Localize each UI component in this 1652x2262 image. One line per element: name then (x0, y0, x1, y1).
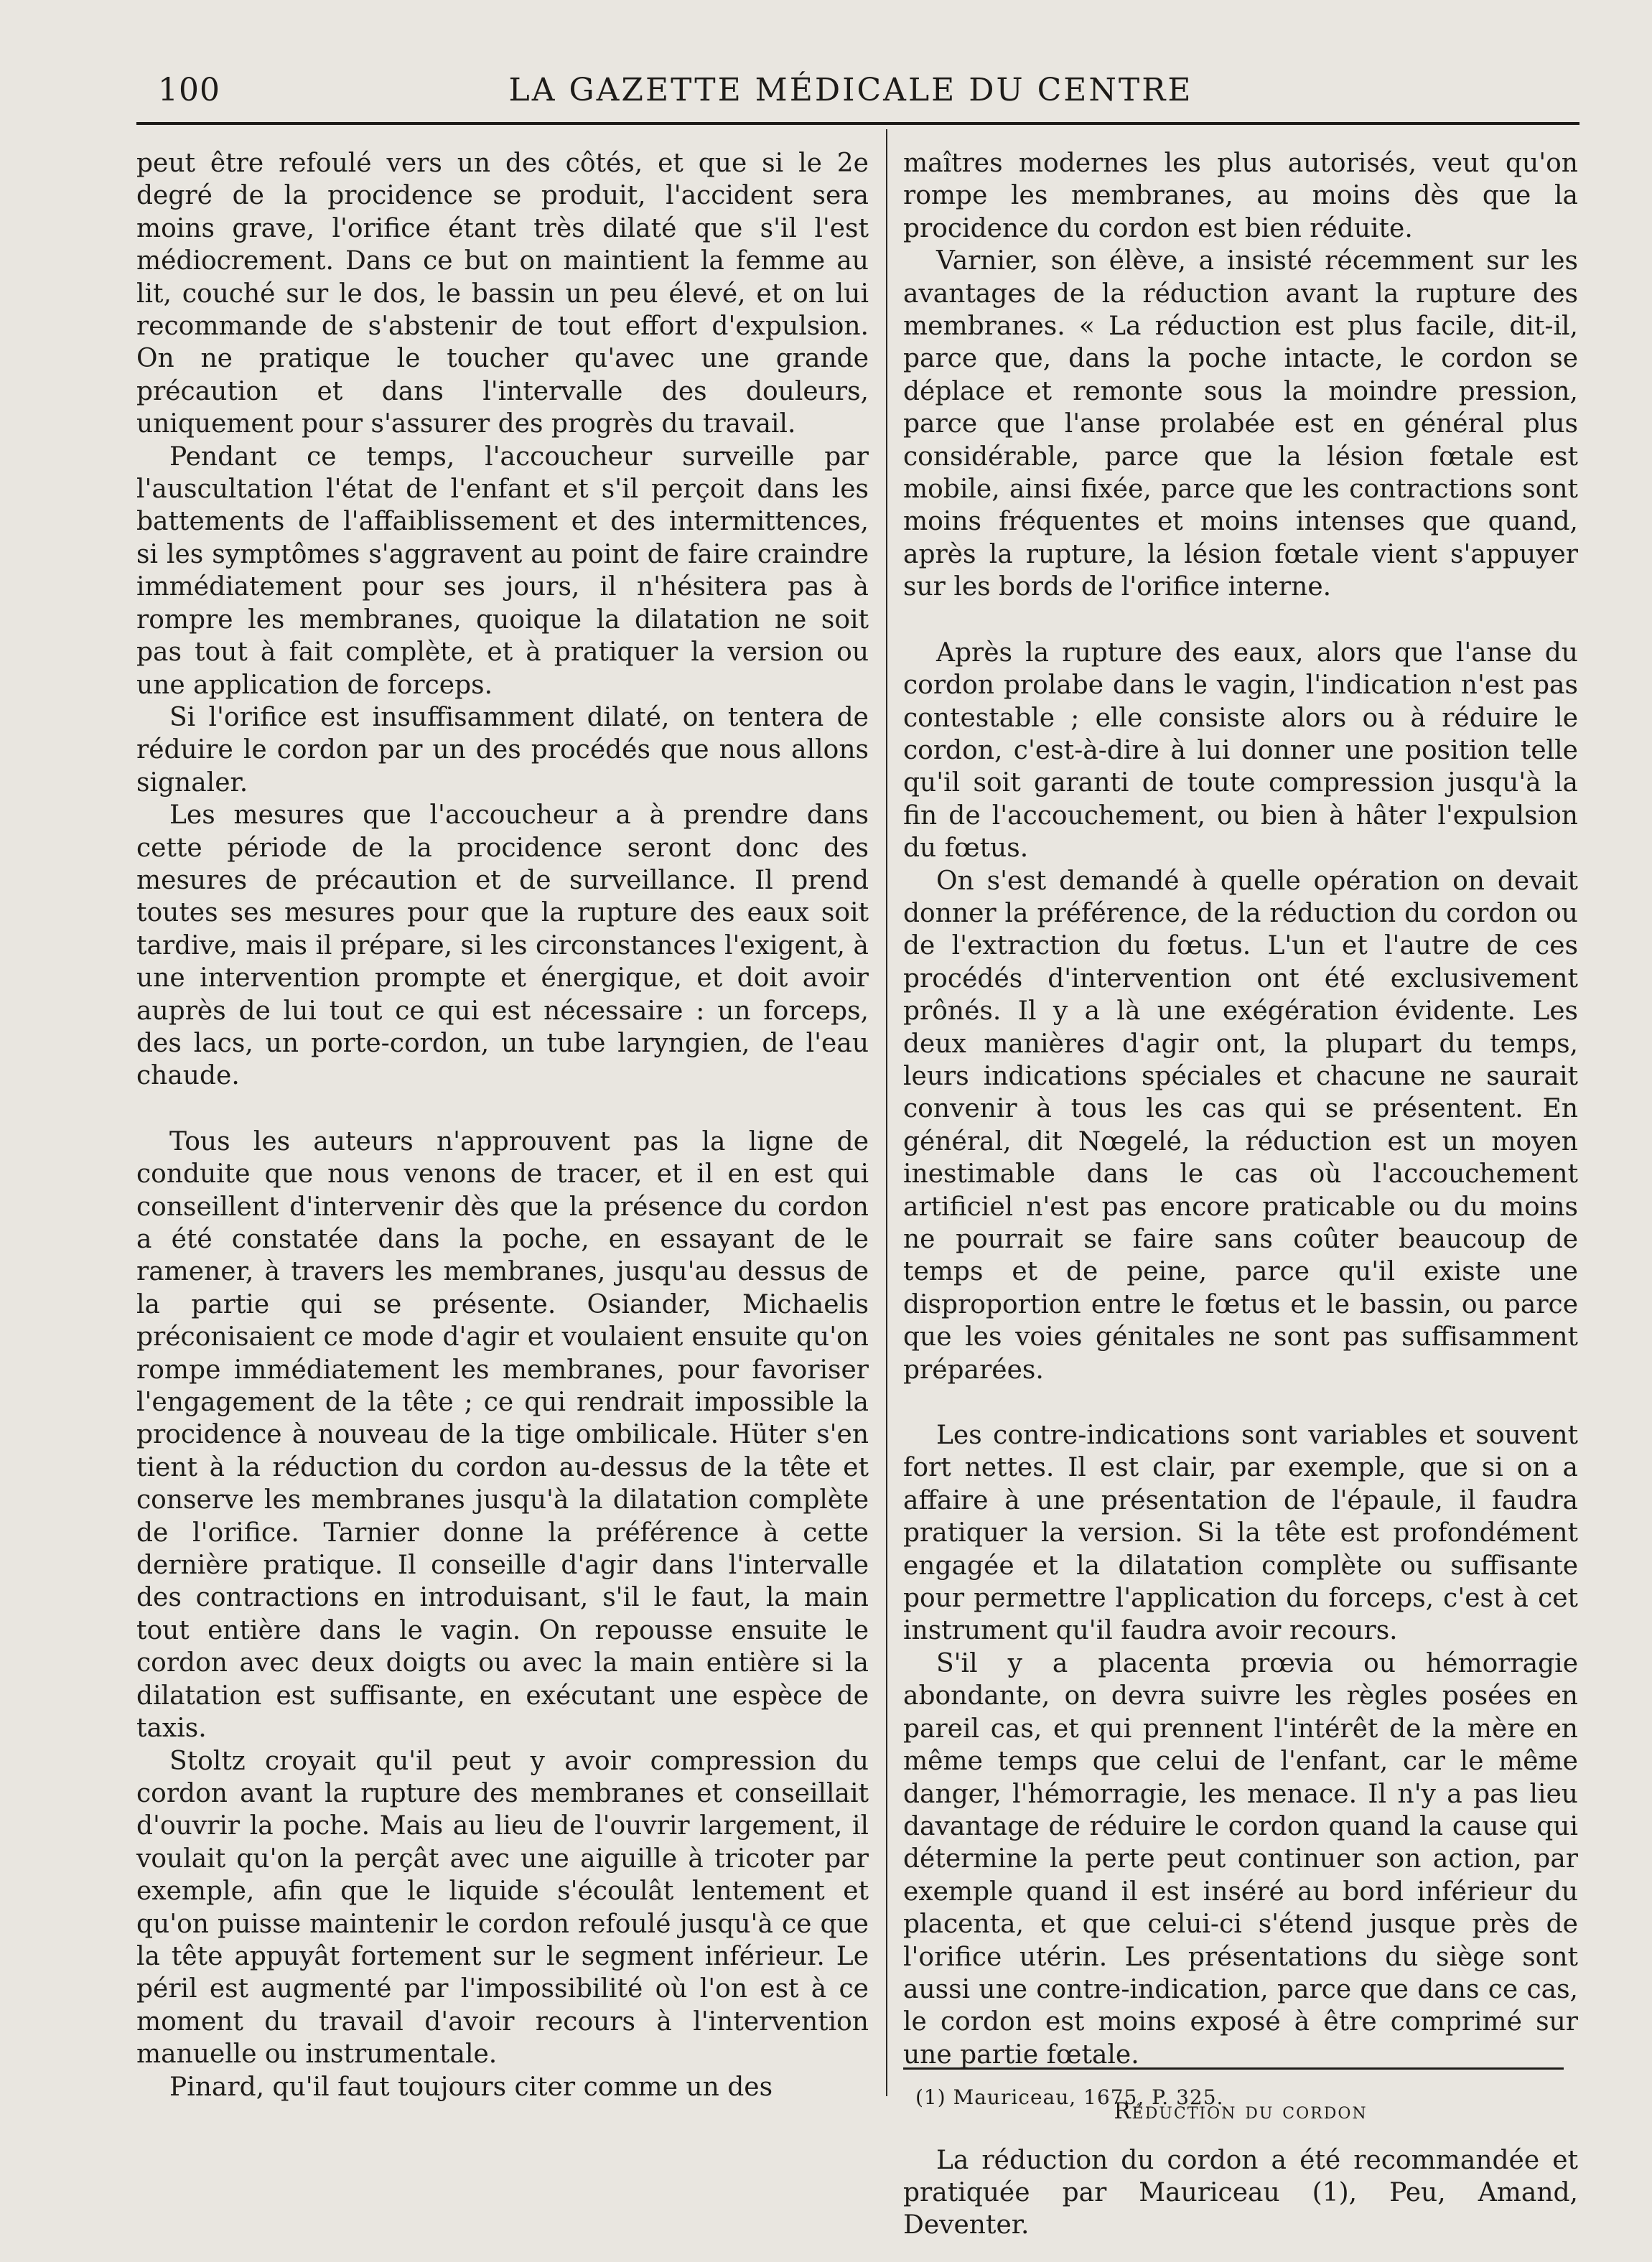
page-header (136, 72, 1565, 115)
paragraph: Tous les auteurs n'approuvent pas la ligne de conduite que nous venons de tracer, et il en est qui conseillent d'intervenir dès que la présence du cordon a été constatée dans la poche, en essayant de le ramener, à travers les membranes, jusqu'au dessus de la partie qui se présente. Osiander, Michaelis préconisaient ce mode d'agir et voulaient ensuite qu'on rompe immédiatement les membranes, pour favoriser l'engagement de la tête ; ce qui rendrait impossible la procidence à nouveau de la tige ombilicale. Hüter s'en tient à la réduction du cordon au-dessus de la tête et conserve les membranes jusqu'à la dilatation complète de l'orifice. Tarnier donne la préférence à cette dernière pratique. Il conseille d'agir dans l'intervalle des contractions en introduisant, s'il le faut, la main tout entière dans le vagin. On repousse ensuite le cordon avec deux doigts ou avec la main entière si la dilatation est suffisante, en exécutant une espèce de taxis. (136, 1126, 869, 1744)
journal-title: LA GAZETTE MÉDICALE DU CENTRE (508, 72, 1193, 108)
paragraph: peut être refoulé vers un des côtés, et que si le 2e degré de la procidence se produit, l'accident sera moins grave, l'orifice étant très dilaté que s'il l'est médiocrement. Dans ce but on maintient la femme au lit, couché sur le dos, le bassin un peu élevé, et on lui recommande de s'abstenir de tout effort d'expulsion. On ne pratique le toucher qu'avec une grande précaution et dans l'intervalle des douleurs, uniquement pour s'assurer des progrès du travail. (136, 149, 869, 439)
paragraph: Varnier, son élève, a insisté récemment sur les avantages de la réduction avant la rupture des membranes. « La réduction est plus facile, dit-il, parce que, dans la poche intacte, le cordon se déplace et remonte sous la moindre pression, parce que l'anse prolabée est en général plus considérable, parce que la lésion fœtale est mobile, ainsi fixée, parce que les contractions sont moins fréquentes et moins intenses que quand, après la rupture, la lésion fœtale vient s'appuyer sur les bords de l'orifice interne. (903, 246, 1578, 602)
paragraph: Pendant ce temps, l'accoucheur surveille par l'auscultation l'état de l'enfant et s'il perçoit dans les battements de l'affaiblissement et des intermittences, si les symptômes s'aggravent au point de faire craindre immédiatement pour ses jours, il n'hésitera pas à rompre les membranes, quoique la dilatation ne soit pas tout à fait complète, et à pratiquer la version ou une application de forceps. (136, 441, 869, 700)
paragraph: S'il y a placenta prœvia ou hémorragie abondante, on devra suivre les règles posées en pareil cas, et qui prennent l'intérêt de la mère en même temps que celui de l'enfant, car le même danger, l'hémorragie, les menace. Il n'y a pas lieu davantage de réduire le cordon quand la cause qui détermine la perte peut continuer son action, par exemple quand il est inséré au bord inférieur du placenta, et que celui-ci s'étend jusque près de l'orifice utérin. Les présentations du siège sont aussi une contre-indication, parce que dans ce cas, le cordon est moins exposé à être comprimé sur une partie fœtale. (903, 1648, 1578, 2070)
right-column (903, 147, 1578, 2242)
paragraph: Les mesures que l'accoucheur a à prendre dans cette période de la procidence seront donc des mesures de précaution et de surveillance. Il prend toutes ses mesures pour que la rupture des eaux soit tardive, mais il prépare, si les circonstances l'exigent, à une intervention prompte et énergique, et doit avoir auprès de lui tout ce qui est nécessaire : un forceps, des lacs, un porte-cordon, un tube laryngien, de l'eau chaude. (136, 800, 869, 1091)
paragraph: Après la rupture des eaux, alors que l'anse du cordon prolabe dans le vagin, l'indication n'est pas contestable ; elle consiste alors ou à réduire le cordon, c'est-à-dire à lui donner une position telle qu'il soit garanti de toute compression jusqu'à la fin de l'accouchement, ou bien à hâter l'expulsion du fœtus. (903, 637, 1578, 864)
paragraph: La réduction du cordon a été recommandée et pratiquée par Mauriceau (1), Peu, Amand, Deventer. (903, 2145, 1578, 2240)
left-column (136, 147, 869, 2103)
paragraph: maîtres modernes les plus autorisés, veut qu'on rompe les membranes, au moins dès que la procidence du cordon est bien réduite. (903, 149, 1578, 243)
paragraph: Les contre-indications sont variables et souvent fort nettes. Il est clair, par exemple, que si on a affaire à une présentation de l'épaule, il faudra pratiquer la version. Si la tête est profondément engagée et la dilatation complète ou suffisante pour permettre l'application du forceps, c'est à cet instrument qu'il faudra avoir recours. (903, 1421, 1578, 1646)
section-heading: Réduction du cordon (1114, 2098, 1368, 2125)
footnote: (1) Mauriceau, 1675, P. 325. (915, 2085, 1224, 2109)
header-rule (136, 122, 1579, 125)
paragraph-gap (136, 1093, 869, 1126)
footnote-rule (903, 2067, 1564, 2070)
paragraph: On s'est demandé à quelle opération on devait donner la préférence, de la réduction du cordon ou de l'extraction du fœtus. L'un et l'autre de ces procédés d'intervention ont été exclusivement prônés. Il y a là une exégération évidente. Les deux manières d'agir ont, la plupart du temps, leurs indications spéciales et chacune ne saurait convenir à tous les cas qui se présentent. En général, dit Nœgelé, la réduction est un moyen inestimable dans le cas où l'accouchement artificiel n'est pas encore praticable ou du moins ne pourrait se faire sans coûter beaucoup de temps et de peine, parce qu'il existe une disproportion entre le fœtus et le bassin, ou parce que les voies génitales ne sont pas suffisamment préparées. (903, 866, 1578, 1385)
paragraph-gap (903, 1386, 1578, 1419)
paragraph: Si l'orifice est insuffisamment dilaté, on tentera de réduire le cordon par un des procédés que nous allons signaler. (136, 702, 869, 798)
paragraph: Stoltz croyait qu'il peut y avoir compression du cordon avant la rupture des membranes et conseillait d'ouvrir la poche. Mais au lieu de l'ouvrir largement, il voulait qu'on la perçât avec une aiguille à tricoter par exemple, afin que le liquide s'écoulât lentement et qu'on puisse maintenir le cordon refoulé jusqu'à ce que la tête appuyât fortement sur le segment inférieur. Le péril est augmenté par l'impossibilité où l'on est à ce moment du travail d'avoir recours à l'intervention manuelle ou instrumentale. (136, 1746, 869, 2070)
page-number: 100 (158, 72, 220, 108)
paragraph: Pinard, qu'il faut toujours citer comme un des (169, 2072, 773, 2102)
column-divider (886, 129, 887, 2096)
paragraph-gap (903, 604, 1578, 637)
